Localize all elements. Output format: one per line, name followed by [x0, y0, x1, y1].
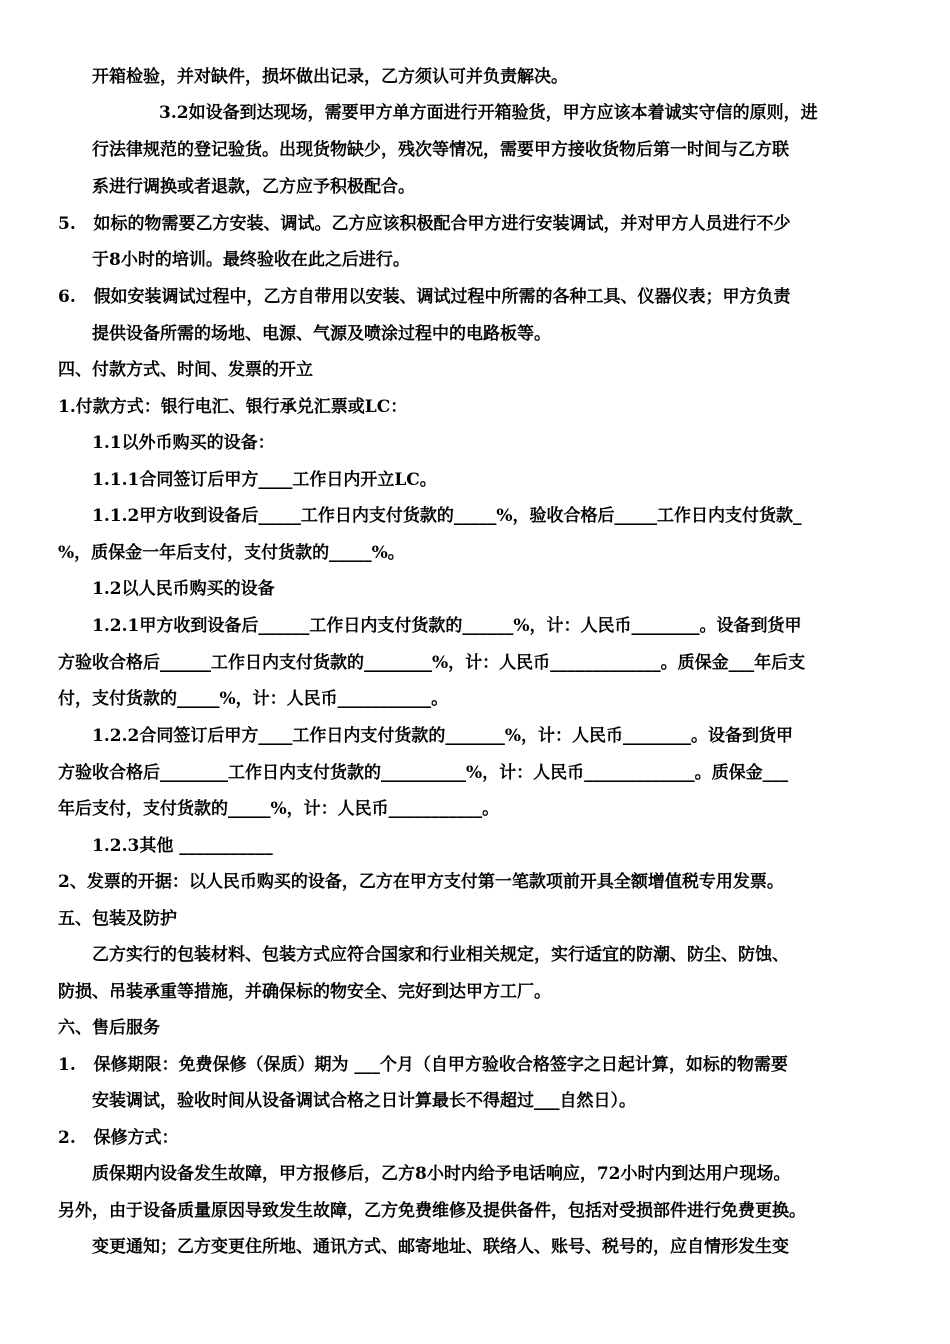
numbered-item: 6. 假如安装调试过程中，乙方自带用以安装、调试过程中所需的各种工具、仪器仪表；甲方负责 [58, 287, 791, 307]
text-line: 1.付款方式：银行电汇、银行承兑汇票或LC： [58, 397, 408, 417]
text-line: 质保期内设备发生故障，甲方报修后，乙方8小时内给予电话响应，72小时内到达用户现场。 [92, 1164, 791, 1184]
text-line: 变更通知；乙方变更住所地、通讯方式、邮寄地址、联络人、账号、税号的，应自情形发生变 [92, 1237, 789, 1257]
text-line: 1.2.1甲方收到设备后______工作日内支付货款的______%，计：人民币________。设备到货甲 [92, 616, 802, 636]
numbered-item: 1. 保修期限：免费保修（保质）期为 ___个月（自甲方验收合格签字之日起计算，如标的物需要 [58, 1055, 788, 1075]
text-line: 年后支付，支付货款的_____%，计：人民币___________。 [58, 799, 500, 819]
text-line: 方验收合格后________工作日内支付货款的__________%，计：人民币_____________。质保金___ [58, 763, 789, 783]
text-line: 1.2以人民币购买的设备 [92, 579, 275, 599]
text-line: 系进行调换或者退款，乙方应予积极配合。 [92, 177, 415, 197]
text-line: 防损、吊装承重等措施，并确保标的物安全、完好到达甲方工厂。 [58, 982, 551, 1002]
numbered-item: 2. 保修方式： [58, 1128, 179, 1148]
section-heading: 四、付款方式、时间、发票的开立 [58, 360, 313, 380]
text-line: 安装调试，验收时间从设备调试合格之日计算最长不得超过___自然日）。 [92, 1091, 636, 1111]
text-line: 1.2.2合同签订后甲方____工作日内支付货款的_______%，计：人民币________。设备到货甲 [92, 726, 793, 746]
text-line: 提供设备所需的场地、电源、气源及喷涂过程中的电路板等。 [92, 324, 551, 344]
text-line: 于8小时的培训。最终验收在此之后进行。 [92, 250, 410, 270]
text-line: 1.1以外币购买的设备： [92, 433, 275, 453]
text-line: 3.2如设备到达现场，需要甲方单方面进行开箱验货，甲方应该本着诚实守信的原则，进 [159, 103, 818, 123]
section-heading: 六、售后服务 [58, 1018, 160, 1038]
numbered-item: 5. 如标的物需要乙方安装、调试。乙方应该积极配合甲方进行安装调试，并对甲方人员进行不少 [58, 214, 791, 234]
text-line: 开箱检验，并对缺件，损坏做出记录，乙方须认可并负责解决。 [92, 67, 568, 87]
text-line: 1.2.3其他 ___________ [92, 836, 273, 856]
text-line: 2、发票的开据：以人民币购买的设备，乙方在甲方支付第一笔款项前开具全额增值税专用发票。 [58, 872, 784, 892]
text-line: %，质保金一年后支付，支付货款的_____%。 [58, 543, 405, 563]
text-line: 乙方实行的包装材料、包装方式应符合国家和行业相关规定，实行适宜的防潮、防尘、防蚀、 [92, 945, 789, 965]
text-line: 付，支付货款的_____%，计：人民币___________。 [58, 689, 449, 709]
text-line: 行法律规范的登记验货。出现货物缺少，残次等情况，需要甲方接收货物后第一时间与乙方联 [92, 140, 789, 160]
text-line: 方验收合格后______工作日内支付货款的________%，计：人民币_____________。质保金___年后支 [58, 653, 806, 673]
text-line: 1.1.2甲方收到设备后_____工作日内支付货款的_____%，验收合格后_____工作日内支付货款_ [92, 506, 802, 526]
section-heading: 五、包装及防护 [58, 909, 177, 929]
text-line: 另外，由于设备质量原因导致发生故障，乙方免费维修及提供备件，包括对受损部件进行免费更换。 [58, 1201, 806, 1221]
text-line: 1.1.1合同签订后甲方____工作日内开立LC。 [92, 470, 437, 490]
